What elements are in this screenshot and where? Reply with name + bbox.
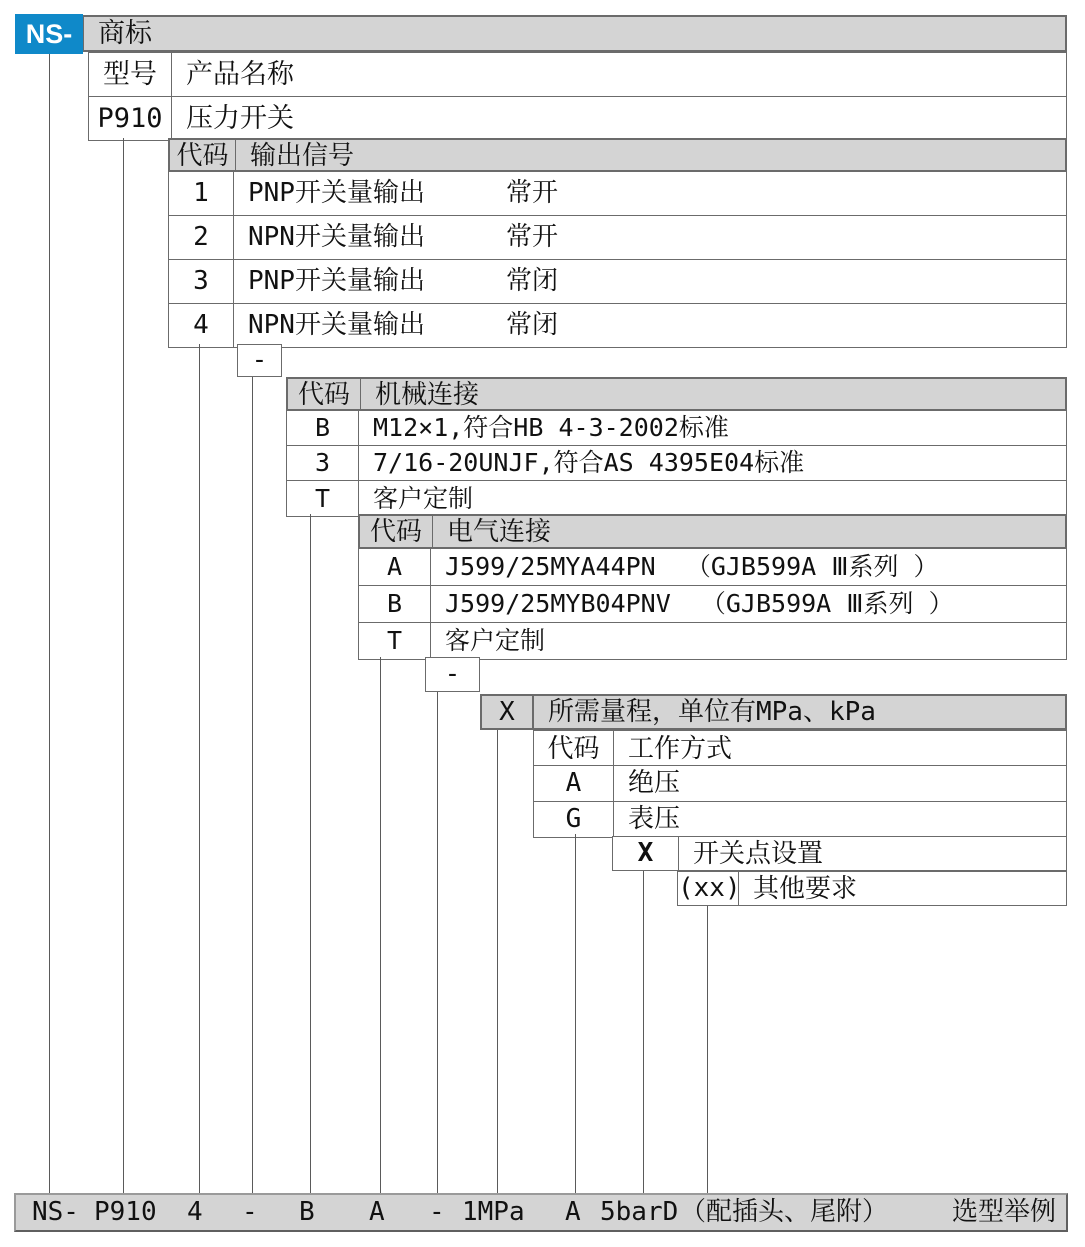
other-requirements-row xyxy=(677,871,1067,906)
table-row xyxy=(169,215,1066,259)
mechanical-body xyxy=(286,411,1067,517)
example-item-elec: A xyxy=(369,1197,385,1227)
output-label-header: 输出信号 xyxy=(250,140,355,170)
connector-line-dash2 xyxy=(437,692,438,1193)
trademark-row xyxy=(82,15,1067,52)
trademark-label: 商标 xyxy=(98,18,152,48)
other-code-cell: (xx) xyxy=(678,873,741,903)
electrical-row-code: A xyxy=(359,549,431,585)
output-signal-body xyxy=(168,172,1067,348)
table-row xyxy=(534,765,1066,801)
connector-line-setpoint xyxy=(643,871,644,1193)
other-label-cell: 其他要求 xyxy=(753,873,858,903)
example-item-prefix: NS- xyxy=(32,1197,79,1227)
setpoint-code-cell: X xyxy=(613,837,679,870)
range-code-cell: X xyxy=(482,696,534,728)
connector-line-electrical xyxy=(380,657,381,1193)
output-row-code: 1 xyxy=(169,172,234,215)
output-row-code: 3 xyxy=(169,260,234,303)
electrical-body xyxy=(358,549,1067,660)
model-table xyxy=(88,52,1067,141)
connector-line-dash1 xyxy=(252,377,253,1193)
mechanical-code-header: 代码 xyxy=(288,379,361,409)
mode-code-header: 代码 xyxy=(534,731,614,765)
electrical-row-code: B xyxy=(359,586,431,622)
mechanical-row-label: M12×1,符合HB 4-3-2002标准 xyxy=(373,413,729,442)
mechanical-row-label: 客户定制 xyxy=(373,484,474,513)
product-name-cell: 压力开关 xyxy=(186,103,294,133)
connector-line-mechanical xyxy=(310,514,311,1193)
product-header-cell: 产品名称 xyxy=(186,59,294,89)
connector-line-range xyxy=(497,730,498,1193)
example-item-output: 4 xyxy=(187,1197,203,1227)
table-row xyxy=(169,303,1066,347)
output-row-state: 常开 xyxy=(506,178,559,208)
example-item-mech: B xyxy=(299,1197,315,1227)
mode-row-code: A xyxy=(534,766,614,801)
brand-prefix-box xyxy=(15,14,83,54)
connector-line-other xyxy=(707,906,708,1193)
range-label-cell: 所需量程，单位有MPa、kPa xyxy=(548,697,876,727)
example-item-dash2: - xyxy=(429,1197,445,1227)
model-table-header xyxy=(89,53,1066,96)
connector-line-brand xyxy=(49,54,50,1193)
table-row xyxy=(359,549,1066,585)
electrical-row-code: T xyxy=(359,623,431,659)
mode-table-header xyxy=(534,731,1066,765)
output-row-code: 4 xyxy=(169,304,234,347)
mode-label-header: 工作方式 xyxy=(628,733,733,763)
connector-line-output xyxy=(199,344,200,1193)
range-row xyxy=(480,694,1067,730)
output-row-label: PNP开关量输出 常闭 xyxy=(234,260,1066,303)
example-item-other: （配插头、尾附） xyxy=(680,1197,889,1227)
mode-table xyxy=(533,730,1067,838)
table-row xyxy=(287,445,1066,480)
mode-row-code: G xyxy=(534,802,614,837)
setpoint-row xyxy=(612,836,1067,871)
connector-line-mode xyxy=(575,834,576,1193)
example-item-setpoint: 5barD xyxy=(600,1197,679,1227)
table-row xyxy=(287,480,1066,516)
output-row-state: 常闭 xyxy=(506,310,559,340)
electrical-row-label: 客户定制 xyxy=(445,626,546,655)
dash-separator-2: - xyxy=(425,657,480,692)
table-row xyxy=(287,411,1066,445)
table-row xyxy=(169,259,1066,303)
electrical-row-label: J599/25MYA44PN （GJB599A Ⅲ系列 ） xyxy=(445,552,939,581)
mode-row-label: 表压 xyxy=(628,804,681,834)
model-table-row xyxy=(89,96,1066,140)
mechanical-row-code: T xyxy=(287,481,359,516)
output-row-label: PNP开关量输出 常开 xyxy=(234,172,1066,215)
output-row-state: 常闭 xyxy=(506,266,559,296)
output-row-state: 常开 xyxy=(506,222,559,252)
example-order-bar xyxy=(14,1193,1068,1232)
example-caption: 选型举例 xyxy=(951,1197,1056,1227)
example-item-mode: A xyxy=(565,1197,581,1227)
table-row xyxy=(534,801,1066,837)
example-item-model: P910 xyxy=(94,1197,157,1227)
example-item-dash1: - xyxy=(242,1197,258,1227)
dash-separator-1: - xyxy=(237,344,282,377)
electrical-row-label: J599/25MYB04PNV （GJB599A Ⅲ系列 ） xyxy=(445,589,954,618)
model-header-cell: 型号 xyxy=(89,53,172,96)
electrical-label-header: 电气连接 xyxy=(447,516,552,546)
example-item-range: 1MPa xyxy=(462,1197,525,1227)
output-code-header: 代码 xyxy=(170,140,236,170)
mechanical-row-code: B xyxy=(287,411,359,445)
mechanical-row-code: 3 xyxy=(287,446,359,480)
brand-prefix-label: NS- xyxy=(25,19,73,49)
table-row xyxy=(359,622,1066,659)
connector-line-model xyxy=(123,138,124,1193)
output-row-label: NPN开关量输出 常开 xyxy=(234,216,1066,259)
model-code-cell: P910 xyxy=(89,97,172,140)
mechanical-header xyxy=(286,377,1067,411)
output-signal-header xyxy=(168,138,1067,172)
output-row-code: 2 xyxy=(169,216,234,259)
table-row xyxy=(169,172,1066,215)
mode-row-label: 绝压 xyxy=(628,768,681,798)
electrical-code-header: 代码 xyxy=(360,516,433,547)
setpoint-label-cell: 开关点设置 xyxy=(693,838,824,868)
output-row-label: NPN开关量输出 常闭 xyxy=(234,304,1066,347)
mechanical-label-header: 机械连接 xyxy=(375,379,480,409)
mechanical-row-label: 7/16-20UNJF,符合AS 4395E04标准 xyxy=(373,448,805,477)
electrical-header xyxy=(358,514,1067,549)
table-row xyxy=(359,585,1066,622)
